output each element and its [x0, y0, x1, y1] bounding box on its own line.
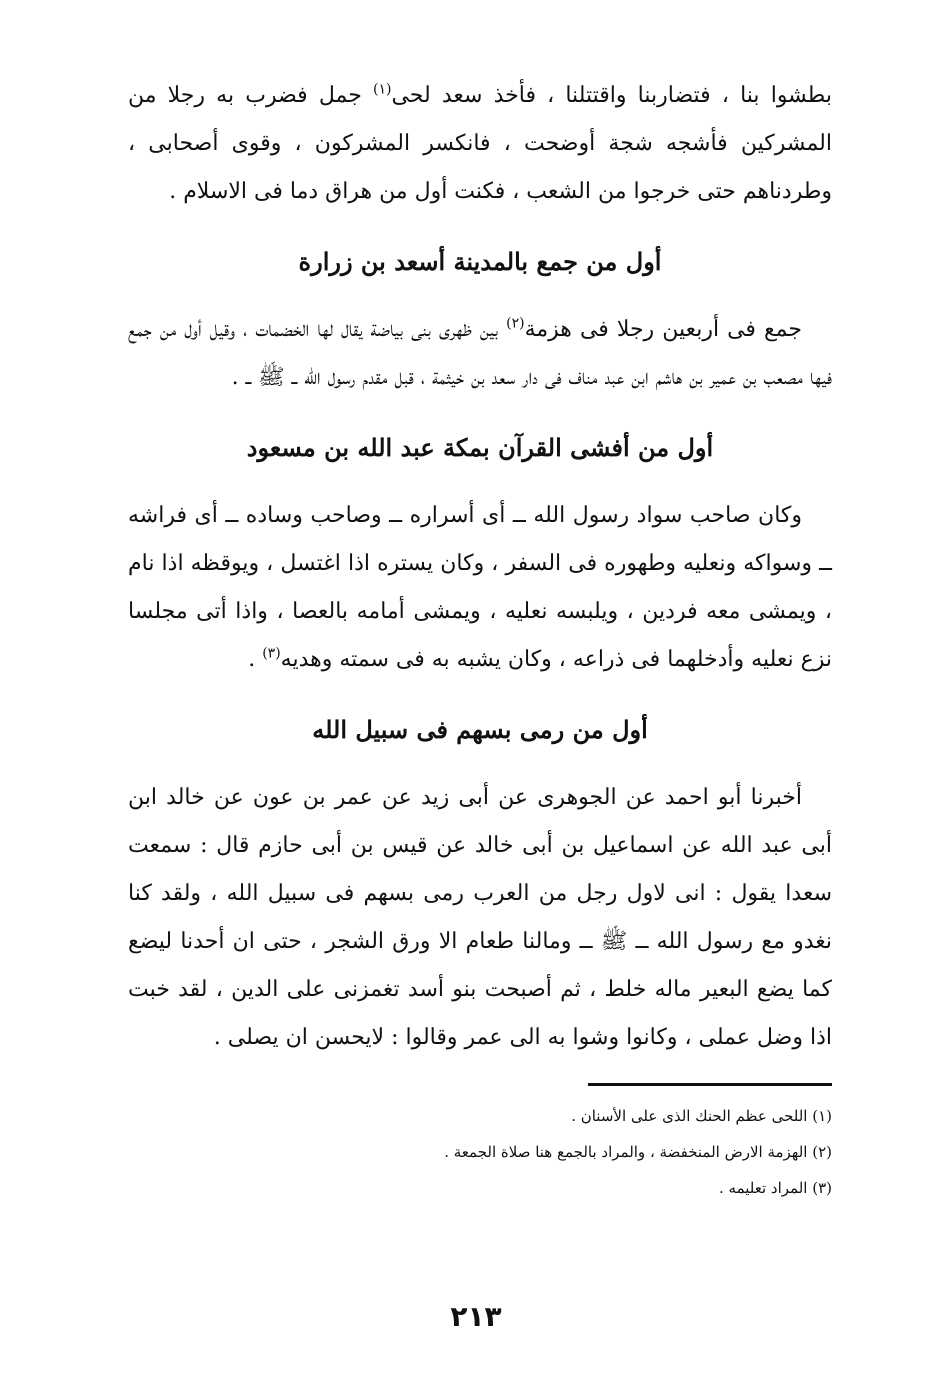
paragraph-1 — [128, 72, 832, 216]
paragraph-2 — [128, 306, 832, 402]
footnote-3: (٣) المراد تعليمه . — [719, 1179, 832, 1197]
heading-first-friday-prayer: أول من جمع بالمدينة أسعد بن زرارة — [298, 247, 662, 276]
paragraph-1-text-b: جمل فضرب به رجلا من المشركين فأشجه شجة أوضحت ، فانكسر المشركون ، وقوى أصحابى ، وطردناهم حتى خرجوا من الشعب ، فكنت أول من هراق دما فى الاسلام . — [128, 83, 832, 204]
footnotes — [128, 1098, 832, 1206]
page-number: ٢١٣ — [450, 1300, 502, 1333]
footnote-mark-3: (٣) — [262, 645, 281, 662]
footnote-mark-2: (٢) — [506, 315, 525, 332]
footnote-2: (٢) الهزمة الارض المنخفضة ، والمراد بالجمع هنا صلاة الجمعة . — [444, 1143, 832, 1161]
paragraph-2-text-a: جمع فى أربعين رجلا فى هزمة — [524, 317, 803, 342]
footnote-divider — [588, 1083, 832, 1086]
footnote-1: (١) اللحى عظم الحنك الذى على الأسنان . — [571, 1107, 832, 1125]
heading-first-quran-recitation: أول من أفشى القرآن بمكة عبد الله بن مسعود — [246, 433, 714, 462]
paragraph-4: أخبرنا أبو احمد عن الجوهرى عن أبى زيد عن عمر بن عون عن خالد ابن أبى عبد الله عن اسماعيل بن أبى خالد عن قيس بن أبى حازم قال : سمعت سعدا يقول : انى لاول رجل من العرب رمى بسهم فى سبيل الله ، ولقد كنا نغدو مع رسول الله ــ ﷺ ــ ومالنا طعام الا ورق الشجر ، حتى ان أحدنا ليضع كما يضع البعير ماله خلط ، ثم أصبحت بنو أسد تغمزنى على الدين ، لقد خبت اذا وضل عملى ، وكانوا وشوا به الى عمر وقالوا : لايحسن ان يصلى . — [128, 785, 832, 1050]
footnote-mark-1: (١) — [372, 81, 392, 98]
heading-first-arrow: أول من رمى بسهم فى سبيل الله — [312, 715, 648, 744]
paragraph-2-text-b: بين ظهرى بنى بياضة يقال لها الخضمات ، وقيل أول من جمع فيها مصعب بن عمير بن هاشم ابن عبد مناف فى دار سعد بن خيثمة ، قبل مقدم رسول الله ــ ﷺ ــ . — [128, 317, 832, 390]
paragraph-3 — [128, 492, 832, 684]
main-text — [128, 72, 832, 1062]
paragraph-3-text-a: وكان صاحب سواد رسول الله ــ أى أسراره ــ وصاحب وساده ــ أى فراشه ــ وسواكه ونعليه وطهوره فى السفر ، وكان يستره اذا اغتسل ، ويوقظه اذا نام ، ويمشى معه فردين ، ويلبسه نعليه ، ويمشى أمامه بالعصا ، واذا أتى مجلسا نزع نعليه وأدخلهما فى ذراعه ، وكان يشبه به فى سمته وهديه — [128, 503, 832, 672]
paragraph-3-text-b: . — [248, 647, 263, 672]
paragraph-1-text-a: بطشوا بنا ، فتضاربنا واقتتلنا ، فأخذ سعد لحى — [391, 83, 832, 108]
